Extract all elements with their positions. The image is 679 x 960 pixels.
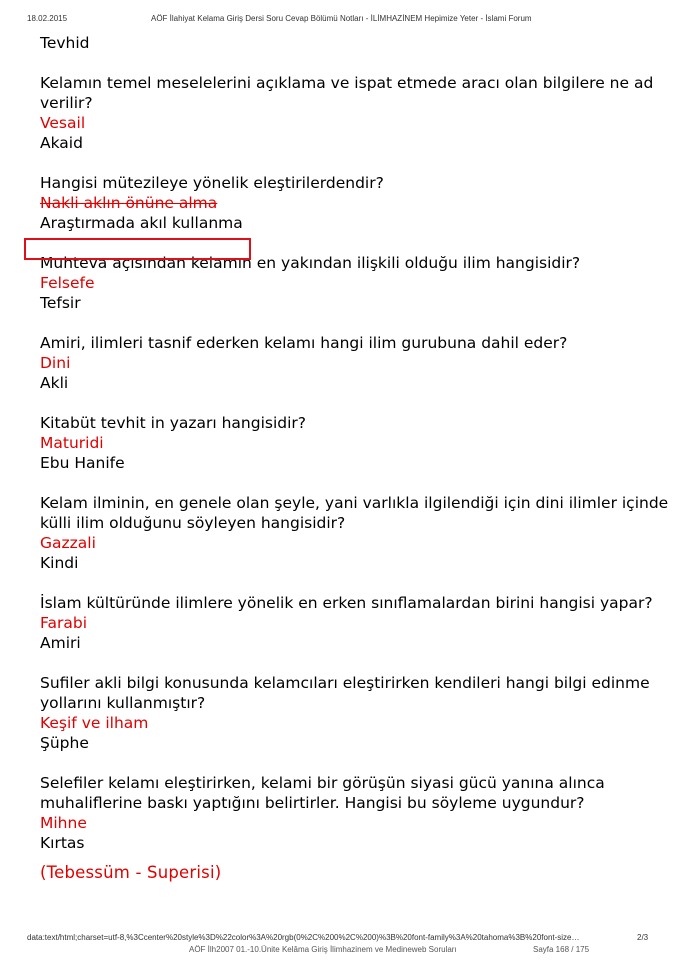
qa-block <box>40 413 640 473</box>
question-line: Muhteva açısından kelamın en yakından ilişkili olduğu ilim hangisidir? <box>40 254 581 272</box>
top-answer: Tevhid <box>40 34 90 52</box>
wrong-answer: Felsefe <box>40 274 95 292</box>
qa-block <box>40 493 669 573</box>
wrong-answer: Dini <box>40 354 71 372</box>
print-page-title: AÖF İlahiyat Kelama Giriş Dersi Soru Cevap Bölümü Notları - İLİMHAZİNEM Hepimize Yeter - İslami Forum <box>151 14 532 23</box>
question-line: muhaliflerine baskı yaptığını belirtirler. Hangisi bu söyleme uygundur? <box>40 794 585 812</box>
correct-answer: Araştırmada akıl kullanma <box>40 214 243 232</box>
print-page-number: 2/3 <box>637 933 649 942</box>
correct-answer: Kindi <box>40 554 79 572</box>
wrong-answer: Vesail <box>40 114 86 132</box>
print-url: data:text/html;charset=utf-8,%3Ccenter%20style%3D%22color%3A%20rgb(0%2C%200%2C%200)%3B%20font-family%3A%20tahoma%3B%20font-size… <box>27 933 580 942</box>
wrong-answer: Keşif ve ilham <box>40 714 149 732</box>
wrong-answer: Maturidi <box>40 434 104 452</box>
qa-block <box>40 593 653 653</box>
question-line: Kitabüt tevhit in yazarı hangisidir? <box>40 414 307 432</box>
correct-answer: Akli <box>40 374 69 392</box>
correct-answer: Ebu Hanife <box>40 454 125 472</box>
correct-answer: Tefsir <box>40 294 81 312</box>
correct-answer: Akaid <box>40 134 83 152</box>
qa-block <box>40 173 640 233</box>
print-date: 18.02.2015 <box>27 14 68 23</box>
qa-block <box>40 333 640 393</box>
question-line: Hangisi mütezileye yönelik eleştirilerdendir? <box>40 174 384 192</box>
question-line: yollarını kullanmıştır? <box>40 694 206 712</box>
answer-highlight-box <box>24 238 251 260</box>
wrong-answer: Farabi <box>40 614 88 632</box>
question-line: Kelamın temel meselelerini açıklama ve ispat etmede aracı olan bilgilere ne ad <box>40 74 654 92</box>
wrong-answer: Mihne <box>40 814 87 832</box>
question-line: verilir? <box>40 94 93 112</box>
correct-answer: Amiri <box>40 634 81 652</box>
closing-note: (Tebessüm - Superisi) <box>40 863 222 882</box>
question-line: Selefiler kelamı eleştirirken, kelami bir görüşün siyasi gücü yanına alınca <box>40 774 605 792</box>
question-line: Sufiler akli bilgi konusunda kelamcıları eleştirirken kendileri hangi bilgi edinme <box>40 674 650 692</box>
wrong-answer: Nakli aklın önüne alma <box>40 194 218 212</box>
question-line: İslam kültüründe ilimlere yönelik en erken sınıflamalardan birini hangisi yapar? <box>40 594 653 612</box>
correct-answer: Şüphe <box>40 734 89 752</box>
qa-content <box>40 33 669 882</box>
qa-block <box>40 773 640 853</box>
question-line: Amiri, ilimleri tasnif ederken kelamı hangi ilim gurubuna dahil eder? <box>40 334 568 352</box>
qa-block <box>40 73 654 153</box>
qa-block <box>40 253 640 313</box>
question-line: Kelam ilminin, en genele olan şeyle, yani varlıkla ilgilendiği için dini ilimler içinde <box>40 494 669 512</box>
correct-answer: Kırtas <box>40 834 85 852</box>
document-title: AÖF İlh2007 01.-10.Ünite Kelâma Giriş İlimhazinem ve Medineweb Soruları <box>189 945 457 954</box>
wrong-answer: Gazzali <box>40 534 96 552</box>
page-counter: Sayfa 168 / 175 <box>533 945 590 954</box>
qa-block <box>40 673 650 753</box>
question-line: külli ilim olduğunu söyleyen hangisidir? <box>40 514 346 532</box>
